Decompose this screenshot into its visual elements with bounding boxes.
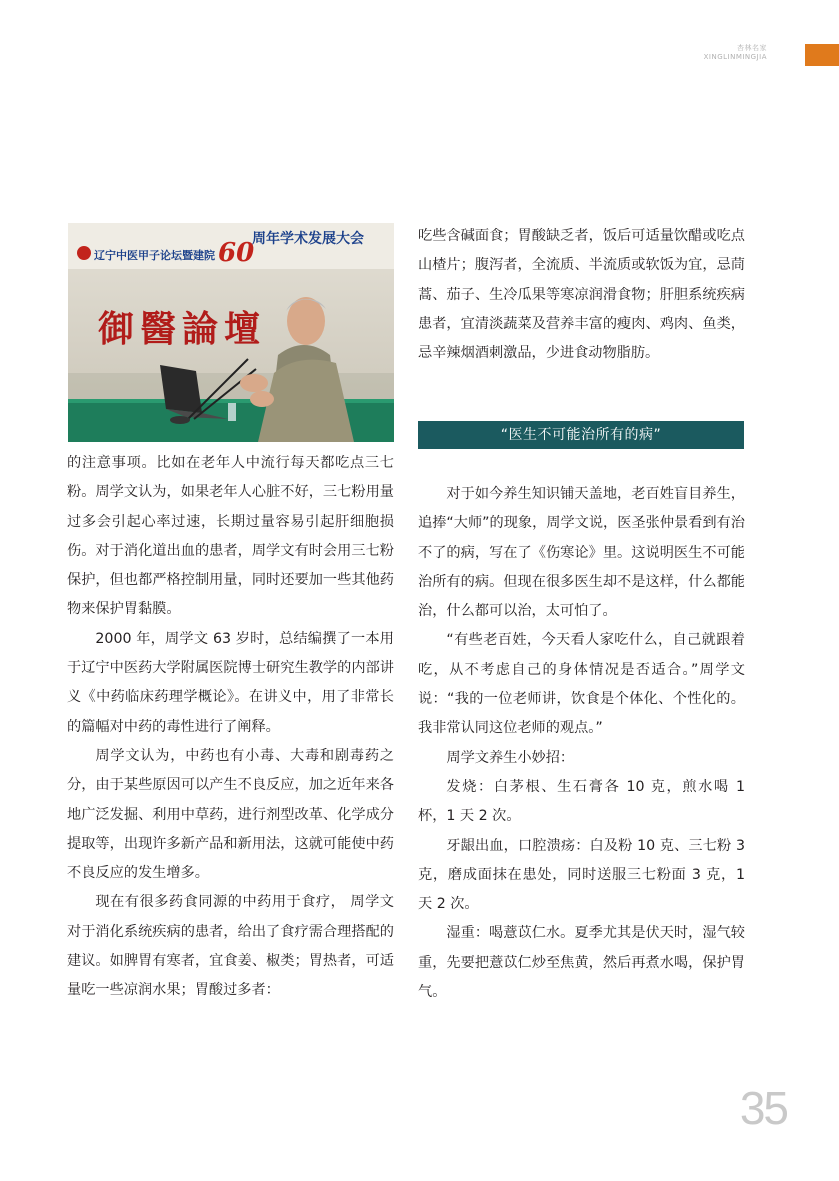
- header-title: 杏林名家: [737, 44, 767, 52]
- paragraph: 周学文养生小妙招：: [446, 749, 575, 766]
- paragraph: 牙龈出血，口腔溃疡：白及粉 10 克、三七粉 3 克，磨成面抹在患处，同时送服三七粉面 3 克，1 天 2 次。: [418, 837, 745, 913]
- svg-text:御醫論壇: 御醫論壇: [98, 308, 267, 350]
- paragraph: 周学文认为，中药也有小毒、大毒和剧毒药之分，由于某些原因可以产生不良反应，加之近年来各地广泛发掘、利用中草药，进行剂型改革、化学成分提取等，出现许多新产品和新用法，这就可能使中药不良反应的发生增多。: [67, 747, 394, 882]
- right-column-top: [418, 222, 745, 368]
- section-title: “医生不可能治所有的病”: [418, 421, 744, 449]
- left-column: [67, 449, 394, 1006]
- right-column: [418, 480, 745, 1007]
- running-header: [704, 44, 767, 62]
- svg-text:60: 60: [218, 238, 255, 268]
- header-subtitle: XINGLINMINGJIA: [703, 53, 767, 61]
- paragraph: 现在有很多药食同源的中药用于食疗， 周学文对于消化系统疾病的患者，给出了食疗需合理搭配的建议。如脾胃有寒者，宜食姜、椒类；胃热者，可适量吃一些凉润水果；胃酸过多者：: [67, 894, 394, 999]
- paragraph: 2000 年，周学文 63 岁时，总结编撰了一本用于辽宁中医药大学附属医院博士研究生教学的内部讲义《中药临床药理学概论》。在讲义中，用了非常长的篇幅对中药的毒性进行了阐释。: [67, 630, 394, 735]
- paragraph: “有些老百姓，今天看人家吃什么，自己就跟着吃，从不考虑自己的身体情况是否适合。”周学文说：“我的一位老师讲，饮食是个体化、个性化的。我非常认同这位老师的观点。”: [418, 632, 745, 737]
- paragraph: 湿重：喝薏苡仁水。夏季尤其是伏天时，湿气较重，先要把薏苡仁炒至焦黄，然后再煮水喝，保护胃气。: [418, 925, 745, 1001]
- paragraph: 发烧：白茅根、生石膏各 10 克，煎水喝 1 杯，1 天 2 次。: [418, 778, 745, 825]
- event-photo: [68, 223, 394, 442]
- paragraph: 的注意事项。比如在老年人中流行每天都吃点三七粉。周学文认为，如果老年人心脏不好，三七粉用量过多会引起心率过速，长期过量容易引起肝细胞损伤。对于消化道出血的患者，周学文有时会用三七粉保护，但也都严格控制用量，同时还要加一些其他药物来保护胃黏膜。: [67, 455, 394, 618]
- page-number: 35: [739, 1082, 787, 1134]
- svg-text:周年学术发展大会: 周年学术发展大会: [252, 231, 364, 247]
- svg-text:辽宁中医甲子论坛暨建院: 辽宁中医甲子论坛暨建院: [94, 249, 215, 262]
- paragraph: 吃些含碱面食；胃酸缺乏者，饭后可适量饮醋或吃点山楂片；腹泻者，全流质、半流质或软饭为宜，忌茼蒿、茄子、生冷瓜果等寒凉润滑食物；肝胆系统疾病患者，宜清淡蔬菜及营养丰富的瘦肉、鸡肉、鱼类，忌辛辣烟酒刺激品，少进食动物脂肪。: [418, 228, 745, 362]
- header-accent-tab: [805, 44, 839, 66]
- paragraph: 对于如今养生知识铺天盖地，老百姓盲目养生，追捧“大师”的现象，周学文说，医圣张仲景看到有治不了的病，写在了《伤寒论》里。这说明医生不可能治所有的病。但现在很多医生却不是这样，什么都能治，什么都可以治，太可怕了。: [418, 486, 745, 620]
